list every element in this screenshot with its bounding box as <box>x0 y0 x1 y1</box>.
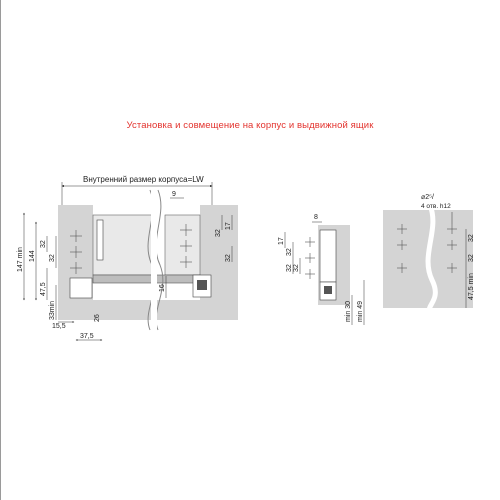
hole-markers-middle <box>305 237 315 279</box>
dim-16: 16 <box>159 284 166 292</box>
dim-8: 8 <box>314 214 318 221</box>
dim-47-5-min: 47,5 min <box>468 273 475 300</box>
dim-37-5: 37,5 <box>80 333 94 340</box>
drawer-profile <box>320 230 336 282</box>
right-view <box>383 194 475 312</box>
dim-17: 17 <box>278 237 285 245</box>
dim-min-49: min 49 <box>357 300 364 322</box>
drawer-bottom <box>93 275 200 283</box>
runner-left <box>70 278 92 298</box>
dim-26: 26 <box>94 314 101 322</box>
dim-15-5: 15,5 <box>52 323 66 330</box>
dim-32-a: 32 <box>468 234 475 242</box>
dim-47-5: 47,5 <box>40 282 47 296</box>
dim-min-30: min 30 <box>345 300 352 322</box>
dim-17: 17 <box>225 222 232 230</box>
width-label: Внутренний размер корпуса=LW <box>83 175 204 184</box>
dim-32-r2: 32 <box>225 254 232 262</box>
dim-32-r1: 32 <box>215 229 222 237</box>
dim-144: 144 <box>29 250 36 262</box>
dim-32-a: 32 <box>286 248 293 256</box>
left-view <box>17 175 238 340</box>
dim-33-min: 33min <box>49 300 56 320</box>
dim-32-b: 32 <box>468 254 475 262</box>
dim-32-c: 32 <box>286 264 293 272</box>
dim-32-b: 32 <box>49 254 56 262</box>
drawer-right-side <box>165 215 200 275</box>
cabinet-right-panel <box>200 205 238 320</box>
diagram-title: Установка и совмещение на корпус и выдвижной ящик <box>126 120 374 131</box>
dim-9: 9 <box>172 191 176 198</box>
hole-diameter-label: ⌀2⁵/ <box>421 194 434 201</box>
dim-32-b: 32 <box>293 264 300 272</box>
middle-view <box>278 214 364 325</box>
dim-147-min: 147 min <box>17 247 24 272</box>
front-fitting <box>97 220 103 260</box>
dim-32-a: 32 <box>40 240 47 248</box>
hole-count-note: 4 отв. h12 <box>421 203 451 210</box>
